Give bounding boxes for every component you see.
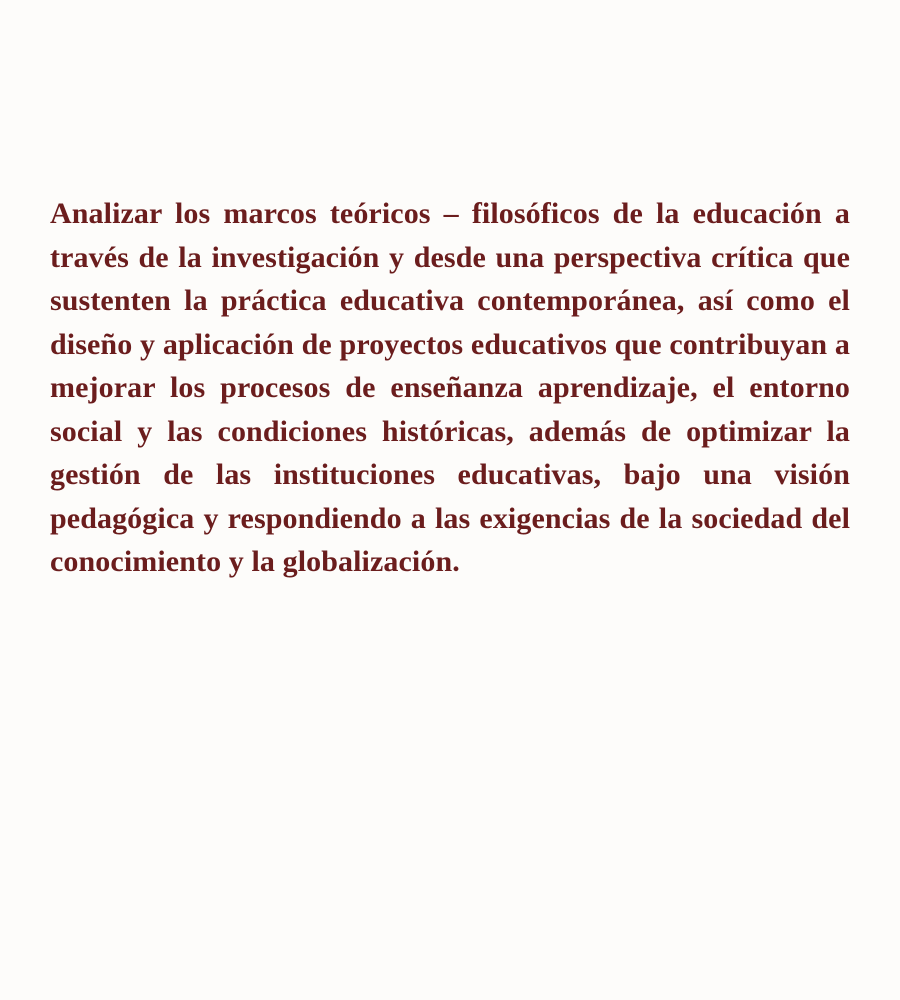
objective-paragraph: Analizar los marcos teóricos – filosóficos de la educación a través de la investigación y desde una perspectiva crítica que sustenten la práctica educativa contemporánea, así como el diseño y aplicación de proyectos educativos que contribuyan a mejorar los procesos de enseñanza aprendizaje, el entorno social y las condiciones históricas, además de optimizar la gestión de las instituciones educativas, bajo una visión pedagógica y respondiendo a las exigencias de la sociedad del conocimiento y la globalización.: [50, 197, 858, 578]
